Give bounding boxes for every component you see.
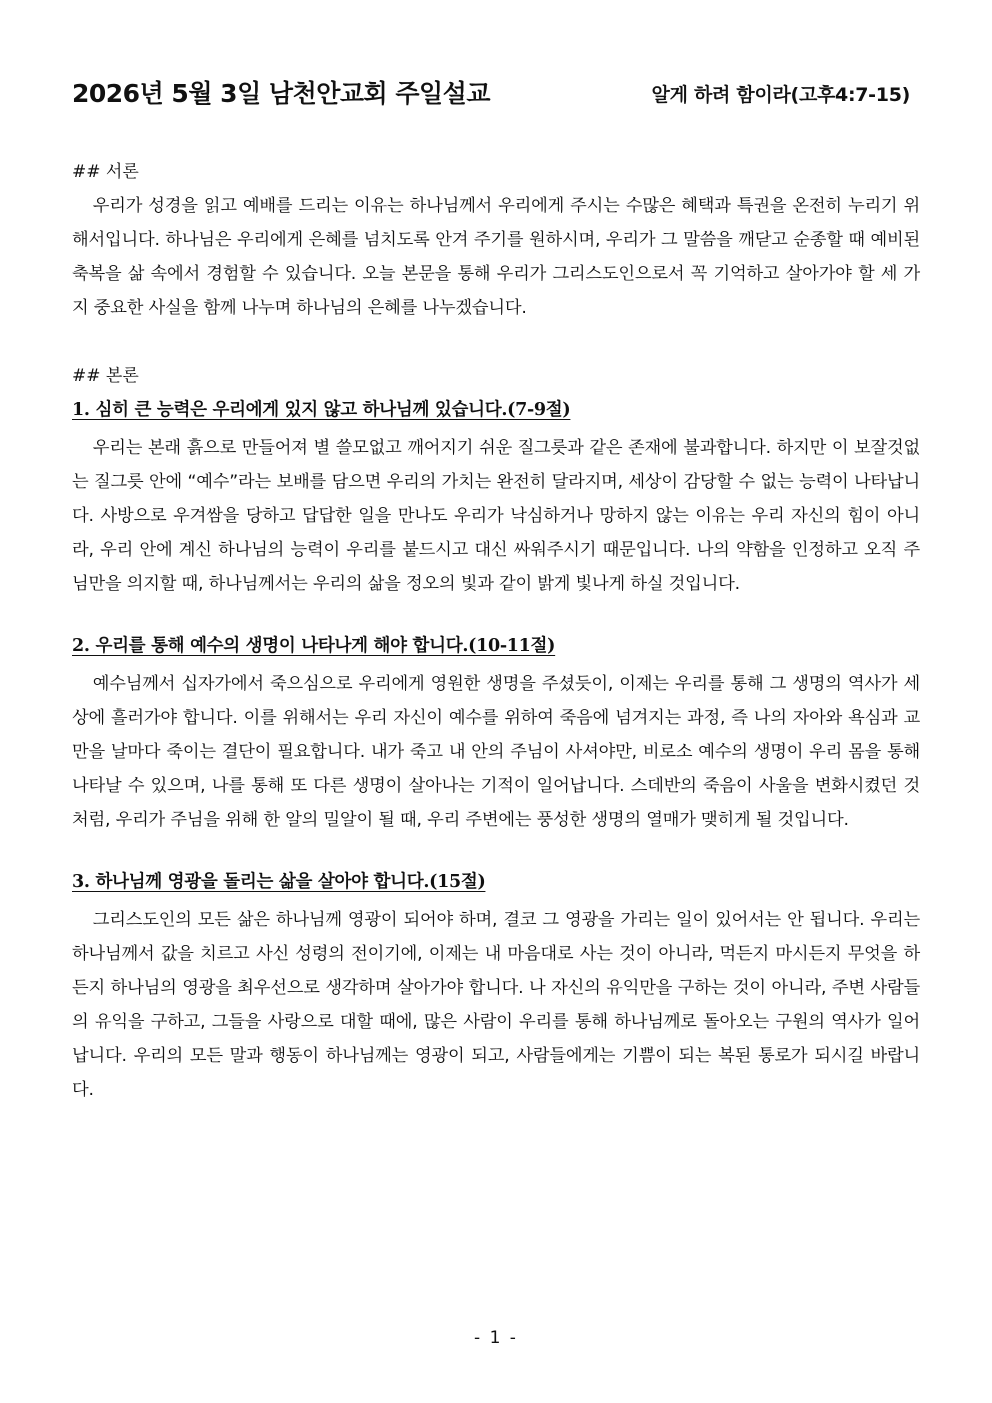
point-1-title: 1. 심히 큰 능력은 우리에게 있지 않고 하나님께 있습니다.(7-9절) — [72, 400, 571, 420]
sermon-content — [72, 155, 920, 1107]
point-3-paragraph: 그리스도인의 모든 삶은 하나님께 영광이 되어야 하며, 결코 그 영광을 가리는 일이 있어서는 안 됩니다. 우리는 하나님께서 값을 치르고 사신 성령의 전이기에, 이제는 내 마음대로 사는 것이 아니라, 먹든지 마시든지 무엇을 하든지 하나님의 영광을 최우선으로 생각하며 살아가야 합니다. 나 자신의 유익만을 구하는 것이 아니라, 주변 사람들의 유익을 구하고, 그들을 사랑으로 대할 때에, 많은 사람이 우리를 통해 하나님께로 돌아오는 구원의 역사가 일어납니다. 우리의 모든 말과 행동이 하나님께는 영광이 되고, 사람들에게는 기쁨이 되는 복된 통로가 되시길 바랍니다. — [72, 910, 920, 1100]
intro-heading: ## 서론 — [72, 162, 139, 182]
spacer — [72, 325, 920, 359]
spacer — [72, 601, 920, 629]
body-heading: ## 본론 — [72, 366, 139, 386]
sermon-title: 2026년 5월 3일 남천안교회 주일설교 — [72, 79, 490, 108]
point-2-paragraph: 예수님께서 십자가에서 죽으심으로 우리에게 영원한 생명을 주셨듯이, 이제는 우리를 통해 그 생명의 역사가 세상에 흘러가야 합니다. 이를 위해서는 우리 자신이 예수를 위하여 죽음에 넘겨지는 과정, 즉 나의 자아와 욕심과 교만을 날마다 죽이는 결단이 필요합니다. 내가 죽고 내 안의 주님이 사셔야만, 비로소 예수의 생명이 우리 몸을 통해 나타날 수 있으며, 나를 통해 또 다른 생명이 살아나는 기적이 일어납니다. 스데반의 죽음이 사울을 변화시켰던 것처럼, 우리가 주님을 위해 한 알의 밀알이 될 때, 우리 주변에는 풍성한 생명의 열매가 맺히게 될 것입니다. — [72, 674, 920, 830]
point-1-paragraph: 우리는 본래 흙으로 만들어져 별 쓸모없고 깨어지기 쉬운 질그릇과 같은 존재에 불과합니다. 하지만 이 보잘것없는 질그릇 안에 “예수”라는 보배를 담으면 우리의 가치는 완전히 달라지며, 세상이 감당할 수 없는 능력이 나타납니다. 사방으로 우겨쌈을 당하고 답답한 일을 만나도 우리가 낙심하거나 망하지 않는 이유는 우리 자신의 힘이 아니라, 우리 안에 계신 하나님의 능력이 우리를 붙드시고 대신 싸워주시기 때문입니다. 나의 약함을 인정하고 오직 주님만을 의지할 때, 하나님께서는 우리의 삶을 정오의 빛과 같이 밝게 빛나게 하실 것입니다. — [72, 438, 920, 594]
page-number: - 1 - — [474, 1328, 518, 1348]
point-2-title: 2. 우리를 통해 예수의 생명이 나타나게 해야 합니다.(10-11절) — [72, 636, 556, 656]
point-3-title: 3. 하나님께 영광을 돌리는 삶을 살아야 합니다.(15절) — [72, 872, 486, 892]
scripture-reference: 알게 하려 함이라(고후4:7-15) — [651, 84, 910, 106]
page-header — [72, 74, 920, 114]
spacer — [72, 837, 920, 865]
intro-paragraph: 우리가 성경을 읽고 예배를 드리는 이유는 하나님께서 우리에게 주시는 수많은 혜택과 특권을 온전히 누리기 위해서입니다. 하나님은 우리에게 은혜를 넘치도록 안겨 주기를 원하시며, 우리가 그 말씀을 깨닫고 순종할 때 예비된 축복을 삶 속에서 경험할 수 있습니다. 오늘 본문을 통해 우리가 그리스도인으로서 꼭 기억하고 살아가야 할 세 가지 중요한 사실을 함께 나누며 하나님의 은혜를 나누겠습니다. — [72, 196, 920, 318]
